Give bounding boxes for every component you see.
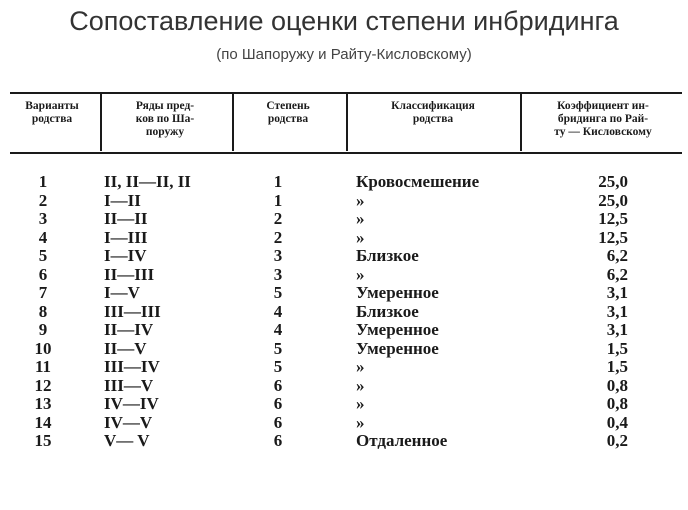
- classification-cell: Близкое: [356, 301, 419, 321]
- classification-cell: »: [356, 227, 365, 247]
- row-number: 13: [34, 394, 52, 413]
- ancestor-rows-cell: II—V: [104, 338, 147, 358]
- header-kinship-variant: Варианты родства: [25, 100, 79, 125]
- table-row: [0, 246, 688, 265]
- table-row: [0, 209, 688, 228]
- degree-cell: 5: [273, 283, 283, 302]
- degree-cell: 5: [273, 357, 283, 376]
- degree-cell: 2: [273, 227, 283, 247]
- ancestor-rows-cell: III—IV: [104, 357, 160, 376]
- ancestor-rows-cell: I—V: [104, 283, 140, 302]
- classification-cell: Умеренное: [356, 283, 439, 302]
- degree-cell: 3: [273, 264, 283, 284]
- ancestor-rows-cell: I—II: [104, 190, 141, 210]
- row-number: 2: [38, 190, 48, 210]
- coefficient-cell: 25,0: [598, 172, 628, 191]
- header-ancestor-rows: Ряды пред- ков по Ша- поружу: [135, 100, 195, 138]
- table-row: [0, 376, 688, 395]
- classification-cell: »: [356, 264, 365, 284]
- degree-cell: 4: [273, 301, 283, 321]
- table-row: [0, 172, 688, 191]
- coefficient-cell: 1,5: [606, 357, 628, 376]
- table-header-rule: [10, 152, 682, 154]
- table-row: [0, 302, 688, 321]
- row-number: 9: [38, 320, 48, 339]
- classification-cell: »: [356, 357, 365, 376]
- classification-cell: »: [356, 190, 365, 210]
- classification-cell: »: [356, 209, 365, 228]
- page-title: Сопоставление оценки степени инбридинга: [69, 6, 619, 36]
- ancestor-rows-cell: III—III: [104, 301, 161, 321]
- row-number: 14: [34, 412, 52, 432]
- coefficient-cell: 0,8: [606, 375, 628, 395]
- classification-cell: »: [356, 375, 365, 395]
- degree-cell: 6: [273, 394, 283, 413]
- row-number: 5: [38, 246, 48, 265]
- coefficient-cell: 12,5: [598, 209, 628, 228]
- row-number: 7: [38, 283, 48, 302]
- coefficient-cell: 25,0: [598, 190, 628, 210]
- degree-cell: 3: [273, 246, 283, 265]
- coefficient-cell: 12,5: [598, 227, 628, 247]
- classification-cell: Близкое: [356, 246, 419, 265]
- coefficient-cell: 0,2: [606, 431, 628, 450]
- coefficient-cell: 3,1: [606, 301, 628, 321]
- coefficient-cell: 6,2: [606, 264, 628, 284]
- ancestor-rows-cell: II, II—II, II: [104, 172, 191, 191]
- ancestor-rows-cell: II—II: [104, 209, 148, 228]
- ancestor-rows-cell: IV—V: [104, 412, 153, 432]
- table-row: [0, 320, 688, 339]
- header-divider: [232, 93, 234, 151]
- ancestor-rows-cell: I—III: [104, 227, 148, 247]
- ancestor-rows-cell: II—III: [104, 264, 155, 284]
- table-row: [0, 228, 688, 247]
- table-row: [0, 283, 688, 302]
- row-number: 11: [34, 357, 52, 376]
- row-number: 1: [38, 172, 48, 191]
- coefficient-cell: 3,1: [606, 320, 628, 339]
- row-number: 12: [34, 375, 52, 395]
- classification-cell: Умеренное: [356, 320, 439, 339]
- page-subtitle: (по Шапоружу и Райту-Кисловскому): [216, 46, 472, 63]
- classification-cell: »: [356, 412, 365, 432]
- table-row: [0, 357, 688, 376]
- header-divider: [346, 93, 348, 151]
- row-number: 6: [38, 264, 48, 284]
- classification-cell: Кровосмешение: [356, 172, 480, 191]
- classification-cell: »: [356, 394, 365, 413]
- row-number: 15: [34, 431, 52, 450]
- coefficient-cell: 1,5: [606, 338, 628, 358]
- table-row: [0, 265, 688, 284]
- table-row: [0, 413, 688, 432]
- ancestor-rows-cell: II—IV: [104, 320, 154, 339]
- coefficient-cell: 3,1: [606, 283, 628, 302]
- header-divider: [520, 93, 522, 151]
- coefficient-cell: 0,8: [606, 394, 628, 413]
- row-number: 8: [38, 301, 48, 321]
- coefficient-cell: 6,2: [606, 246, 628, 265]
- degree-cell: 5: [273, 338, 283, 358]
- row-number: 4: [38, 227, 48, 247]
- table-row: [0, 431, 688, 450]
- classification-cell: Отдаленное: [356, 431, 448, 450]
- ancestor-rows-cell: IV—IV: [104, 394, 159, 413]
- header-divider: [100, 93, 102, 151]
- degree-cell: 1: [273, 172, 283, 191]
- header-kinship-degree: Степень родства: [266, 100, 310, 125]
- header-inbreeding-coefficient: Коэффициент ин- бридинга по Рай- ту — Кисловскому: [554, 100, 652, 138]
- degree-cell: 1: [273, 190, 283, 210]
- classification-cell: Умеренное: [356, 338, 439, 358]
- degree-cell: 2: [273, 209, 283, 228]
- degree-cell: 6: [273, 431, 283, 450]
- header-kinship-classification: Классификация родства: [391, 100, 475, 125]
- ancestor-rows-cell: I—IV: [104, 246, 147, 265]
- row-number: 3: [38, 209, 48, 228]
- degree-cell: 6: [273, 412, 283, 432]
- row-number: 10: [34, 338, 52, 358]
- ancestor-rows-cell: III—V: [104, 375, 154, 395]
- coefficient-cell: 0,4: [606, 412, 628, 432]
- table-row: [0, 339, 688, 358]
- ancestor-rows-cell: V— V: [104, 431, 150, 450]
- degree-cell: 6: [273, 375, 283, 395]
- table-row: [0, 191, 688, 210]
- table-row: [0, 394, 688, 413]
- degree-cell: 4: [273, 320, 283, 339]
